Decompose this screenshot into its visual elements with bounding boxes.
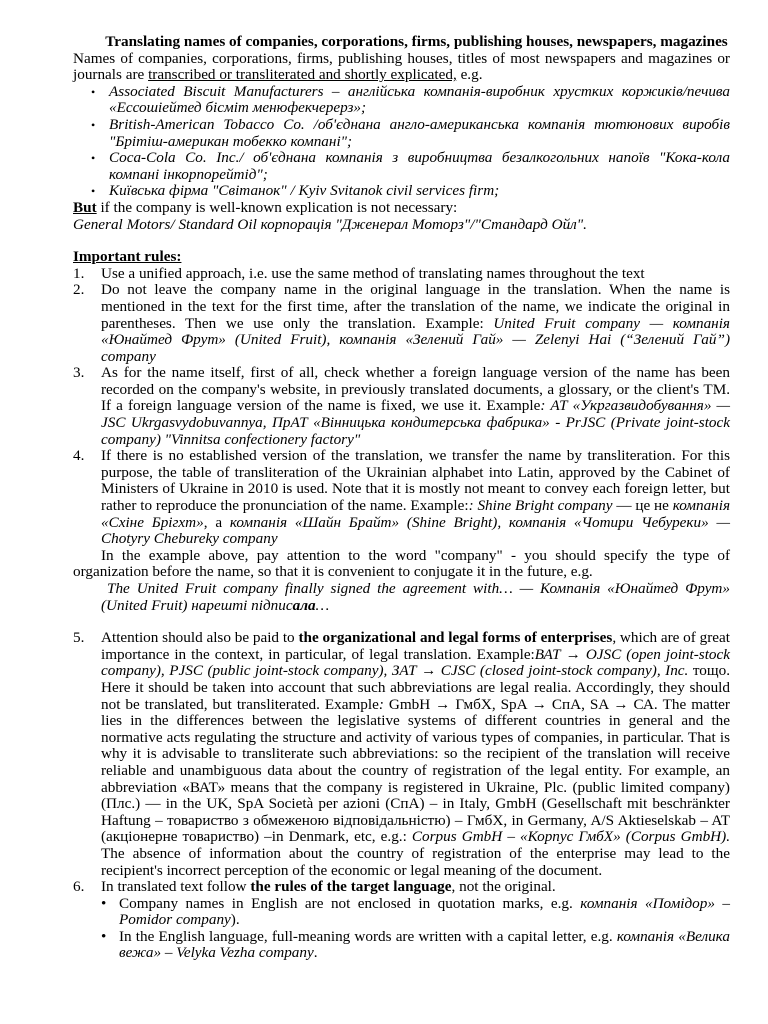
rule-text: If there is no established version of the translation, we transfer the name by transliteration. For this purpose, the table of transliteration of the Ukrainian alphabet into Latin, approved by the Cabinet of Ministers of Ukraine in 2010 is used. Note that it is mostly not meant to convey each foreign letter, but rather to reproduce the pronunciation of the name. Example: xyxy=(101,447,730,515)
bullet-example: компанія «Велика вежа» – Velyka Vezha company xyxy=(119,927,730,962)
rule-text: , which are of great importance in the context, in particular, of legal translation. Example: xyxy=(101,629,730,663)
list-item: • Київська фірма "Світанок" / Kyiv Svitanok civil services firm; xyxy=(109,183,730,200)
rule-text: GmbH → ГмбХ, SpA → СпА, SA → СА. The matter lies in the differences between the legislative systems of different countries in general and the normative acts regulating the structure and activity of various types of companies, in particular. That is why it is advisable to transliterate such abbreviations: so the recipient of the translation will receive reliable and unambiguous data about the country of registration of the legal entity. For example, an abbreviation «ВАТ» means that the company is registered in Ukraine, Plc. (public limited company) (Плс.) — in the UK, SpA Società per azioni (СпА) – in Italy, GmbH (Gesellschaft mit beschränkter Haftung – товариство з обмеженою відповідальністю) – ГмбХ, in Germany, A/S Aktieselskab – AT (акціонерне товариство) –in Denmark, etc, e.g.: xyxy=(101,695,730,846)
rule-number: 3. xyxy=(73,364,85,382)
list-item: • Associated Biscuit Manufacturers – англійська компанія-виробник хрустких коржиків/печива «Ессошіейтед бісміт менюфекчерерз»; xyxy=(109,84,730,117)
examples-list xyxy=(73,84,730,200)
rule-bold: the rules of the target language xyxy=(250,878,452,896)
rule-text: The absence of information about the country of registration of the enterprise may lead to the recipient's incorrect perception of the economic or legal meaning of the document. xyxy=(101,844,730,879)
spacer xyxy=(73,233,730,249)
bullet-end: ). xyxy=(230,911,240,929)
bullet-text: Company names in English are not enclosed in quotation marks, e.g. xyxy=(119,894,581,912)
page-title: Translating names of companies, corporations, firms, publishing houses, newspapers, magazines xyxy=(105,33,728,50)
rule-number: 4. xyxy=(73,447,85,465)
rule-text: , а xyxy=(203,513,230,531)
rule-number: 1. xyxy=(73,264,85,282)
list-item xyxy=(119,896,730,929)
but-label: But xyxy=(73,198,97,216)
list-item xyxy=(119,929,730,962)
rules-heading: Important rules: xyxy=(73,248,182,266)
rule-number: 6. xyxy=(73,878,85,896)
rule-text: Use a unified approach, i.e. use the same method of translating names throughout the text xyxy=(101,264,645,282)
rule-6 xyxy=(73,879,730,962)
rule-example: : АТ «Укргазвидобування» — JSC Ukrgasvydobuvannya, ПрАТ «Вінницька кондитерська фабрика» - PrJSC (Private joint-stock company) "Vinnitsa confectionery factory" xyxy=(101,397,730,448)
but-text: if the company is well-known explication is not necessary: xyxy=(96,198,458,216)
list-item: • Coca-Cola Co. Inc./ об'єднана компанія з виробництва безалкогольних напоїв "Кока-кола компані інкорпорейтід"; xyxy=(109,150,730,183)
rule-text: In translated text follow xyxy=(101,878,251,896)
rule-5 xyxy=(73,630,730,879)
bullet-end: . xyxy=(313,944,318,962)
but-paragraph xyxy=(73,200,730,217)
but-example: General Motors/ Standard Oil корпорація "Дженерал Моторз"/"Стандард Ойл". xyxy=(73,215,587,233)
rule-text: тощо. Here it should be taken into account that such abbreviations are legal realia. Accordingly, they should not be translated, but transliterated. Example xyxy=(101,662,730,713)
rule-3 xyxy=(73,365,730,448)
bullet-example: компанія «Помідор» – Pomidor company xyxy=(119,894,731,929)
rule-text: Do not leave the company name in the original language in the translation. When the name is mentioned in the text for the first time, after the translation of the name, we indicate the original in parentheses. Then we use only the translation. Example: xyxy=(101,281,730,332)
rule-6-bullets xyxy=(101,896,730,962)
rule-example: : xyxy=(378,695,384,713)
rule-number: 5. xyxy=(73,629,85,647)
rule-2 xyxy=(73,282,730,365)
rule-example: The United Fruit company finally signed the agreement with… — Компанія «Юнайтед Фрут» (United Fruit) нарешті підпис xyxy=(101,580,730,614)
intro-text-before: Names of companies, corporations, firms, publishing houses, titles of most newspapers and magazines or journals are xyxy=(73,49,730,84)
rule-bold: the organizational and legal forms of enterprises xyxy=(298,629,613,647)
rule-1 xyxy=(73,266,730,283)
rule-example: United Fruit company — компанія «Юнайтед Фрут» (United Fruit), компанія «Зелений Гай» — Zelenyi Hai (“Зелений Гай”) company xyxy=(101,314,730,365)
intro-text-after: e.g. xyxy=(456,66,483,84)
list-item: • British-American Tobacco Co. /об'єднана англо-американська компанія тютюнових виробів "Брітіш-американ тобекко компані"; xyxy=(109,117,730,150)
rule-example: : Shine Bright company xyxy=(468,497,613,515)
rule-example: Corpus GmbH – «Корпус ГмбХ» (Corpus GmbH). xyxy=(411,828,730,846)
rule-example: ВАТ → OJSC (open joint-stock company), PJSC (public joint-stock company), ЗАТ → CJSC (closed joint-stock company), Inc. xyxy=(101,645,730,680)
intro-underlined: transcribed or transliterated and shortly explicated, xyxy=(148,66,457,84)
bullet-text: In the English language, full-meaning words are written with a capital letter, e.g. xyxy=(119,927,617,945)
rule-example-bold: ала xyxy=(292,596,316,614)
rule-text: — це не xyxy=(612,497,673,515)
rule-4 xyxy=(73,448,730,630)
rule-text: As for the name itself, first of all, check whether a foreign language version of the name has been recorded on the company's website, in previously translated documents, a glossary, or the client's TM. If a foreign language version of the name is fixed, we use it. Example xyxy=(101,364,730,415)
spacer xyxy=(101,614,730,630)
rule-text: Attention should also be paid to xyxy=(101,629,299,647)
rule-note: In the example above, pay attention to the word "company" - you should specify the type of organization before the name, so that it is convenient to conjugate it in the future, e.g. xyxy=(73,546,730,581)
rule-example: … xyxy=(315,596,330,614)
rule-example: компанія «Схіне Брігхт» xyxy=(101,497,730,531)
rule-note-example xyxy=(101,581,730,614)
rules-list xyxy=(73,266,730,962)
rule-example: компанія «Шайн Брайт» (Shine Bright), компанія «Чотири Чебуреки» — Chotyry Chebureky company xyxy=(101,513,730,548)
intro-paragraph xyxy=(73,51,730,84)
rule-text: , not the original. xyxy=(451,878,556,896)
rule-number: 2. xyxy=(73,281,85,299)
